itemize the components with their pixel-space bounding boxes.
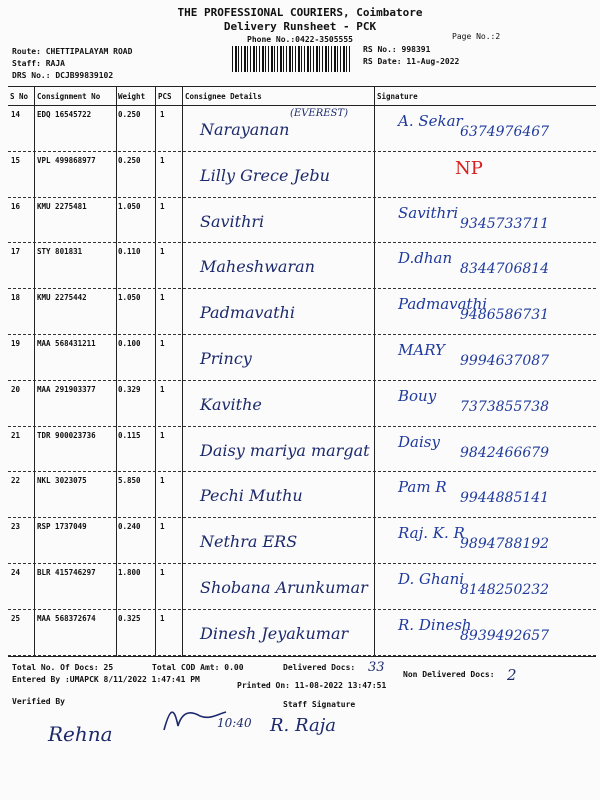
- row-consignment-no: BLR 415746297: [37, 568, 96, 577]
- row-separator: [8, 197, 596, 198]
- row-pcs: 1: [160, 613, 165, 623]
- row-sno: 20: [11, 384, 21, 394]
- row-sno: 19: [11, 339, 21, 348]
- row-signature-phone: 6374976467: [460, 124, 550, 140]
- row-consignee-name: Daisy mariya margat: [200, 440, 370, 460]
- row-pcs: 1: [160, 339, 165, 348]
- row-sno: 23: [11, 522, 21, 532]
- row-separator: [8, 334, 596, 335]
- total-cod: Total COD Amt: 0.00: [152, 663, 244, 672]
- col-divider: [116, 86, 117, 656]
- route: Route: CHETTIPALAYAM ROAD: [12, 47, 133, 56]
- row-consignee-name: Nethra ERS: [200, 532, 298, 552]
- row-consignee-note: (EVEREST): [290, 108, 348, 119]
- row-signature: D. Ghani: [398, 570, 465, 588]
- row-signature-phone: 8148250232: [460, 582, 550, 598]
- row-weight: 1.050: [118, 201, 141, 211]
- row-pcs: 1: [160, 476, 165, 486]
- row-signature: Raj. K. R: [398, 524, 465, 543]
- row-weight: 0.250: [118, 110, 141, 119]
- row-consignee-name: Shobana Arunkumar: [200, 578, 368, 597]
- row-separator: [8, 655, 596, 656]
- rs-date: RS Date: 11-Aug-2022: [363, 57, 460, 66]
- column-header-signature: Signature: [377, 92, 418, 101]
- row-separator: [8, 471, 596, 472]
- row-consignment-no: VPL 499868977: [37, 155, 96, 165]
- row-separator: [8, 426, 596, 427]
- entered-by: Entered By :UMAPCK 8/11/2022 1:47:41 PM: [12, 675, 200, 684]
- row-signature: Bouy: [398, 386, 437, 405]
- column-header-sno: S No: [10, 92, 29, 101]
- row-signature: A. Sekar: [398, 112, 463, 130]
- row-sno: 21: [11, 430, 21, 440]
- row-separator: [8, 242, 596, 243]
- row-pcs: 1: [160, 384, 165, 394]
- row-weight: 0.325: [118, 613, 141, 623]
- phone-number: Phone No.:0422-3505555: [247, 35, 353, 44]
- row-pcs: 1: [160, 155, 165, 165]
- row-separator: [8, 380, 596, 381]
- row-signature: Pam R: [398, 478, 447, 497]
- row-consignee-name: Kavithe: [200, 394, 262, 414]
- row-separator: [8, 517, 596, 518]
- time-note: 10:40: [217, 716, 252, 730]
- column-header-weight: Weight: [118, 92, 146, 101]
- row-consignment-no: MAA 291903377: [37, 384, 96, 394]
- row-pcs: 1: [160, 201, 165, 211]
- row-consignment-no: STY 801831: [37, 247, 83, 257]
- row-weight: 0.240: [118, 522, 141, 532]
- table-bottom-rule: [8, 656, 596, 657]
- row-weight: 0.329: [118, 384, 141, 394]
- barcode: [232, 46, 350, 72]
- row-sno: 14: [11, 110, 21, 119]
- col-divider: [34, 86, 35, 656]
- table-top-rule: [8, 86, 596, 87]
- verified-by-label: Verified By: [12, 697, 65, 706]
- row-separator: [8, 563, 596, 564]
- row-consignment-no: KMU 2275442: [37, 293, 87, 303]
- row-signature: Padmavathi: [398, 295, 488, 314]
- drs-number: DRS No.: DCJB99839102: [12, 71, 114, 80]
- row-consignee-name: Padmavathi: [200, 303, 295, 323]
- col-divider: [155, 86, 156, 656]
- row-consignment-no: EDQ 16545722: [37, 110, 92, 119]
- row-signature-phone: 9894788192: [460, 536, 550, 553]
- row-pcs: 1: [160, 522, 165, 532]
- document-title: Delivery Runsheet - PCK: [223, 20, 377, 33]
- row-weight: 5.850: [118, 476, 141, 486]
- row-pcs: 1: [160, 430, 165, 440]
- col-divider: [374, 86, 375, 656]
- row-weight: 1.050: [118, 293, 141, 303]
- row-consignment-no: MAA 568372674: [37, 613, 96, 623]
- row-signature-phone: 8939492657: [460, 627, 550, 644]
- row-consignment-no: NKL 3023075: [37, 476, 87, 486]
- row-signature: Savithri: [398, 203, 459, 222]
- row-signature-phone: 9486586731: [460, 307, 550, 324]
- row-consignee-name: Maheshwaran: [200, 257, 315, 277]
- row-separator: [8, 151, 596, 152]
- row-signature-phone: 9994637087: [460, 353, 550, 369]
- row-signature: MARY: [398, 341, 445, 359]
- row-sno: 22: [11, 476, 21, 486]
- row-sno: 25: [11, 613, 21, 623]
- row-consignment-no: MAA 568431211: [37, 339, 96, 348]
- row-consignee-name: Narayanan: [200, 120, 290, 139]
- row-sno: 15: [11, 155, 21, 165]
- non-delivered-docs-value: 2: [507, 666, 517, 684]
- staff-signature-label: Staff Signature: [283, 700, 356, 709]
- row-weight: 0.110: [118, 247, 141, 257]
- row-sno: 16: [11, 201, 21, 211]
- total-docs: Total No. Of Docs: 25: [12, 663, 114, 672]
- row-pcs: 1: [160, 247, 165, 257]
- row-consignee-name: Princy: [200, 349, 252, 368]
- row-signature-phone: 9842466679: [460, 444, 550, 461]
- row-separator: [8, 288, 596, 289]
- printed-on: Printed On: 11-08-2022 13:47:51: [237, 681, 387, 690]
- row-sno: 18: [11, 293, 21, 303]
- delivered-docs-label: Delivered Docs:: [283, 663, 356, 672]
- staff-signature: R. Raja: [270, 715, 337, 736]
- row-consignee-name: Lilly Grece Jebu: [200, 165, 330, 185]
- row-sno: 24: [11, 568, 21, 577]
- row-pcs: 1: [160, 293, 165, 303]
- row-consignee-name: Savithri: [200, 211, 265, 231]
- row-pcs: 1: [160, 568, 165, 577]
- row-sno: 17: [11, 247, 21, 257]
- page-number: Page No.:2: [452, 32, 501, 41]
- column-header-consignee: Consignee Details: [185, 92, 262, 101]
- row-signature: NP: [455, 157, 483, 179]
- row-signature-phone: 9944885141: [460, 490, 550, 507]
- row-consignment-no: KMU 2275481: [37, 201, 87, 211]
- row-consignee-name: Pechi Muthu: [200, 486, 303, 506]
- row-consignment-no: TDR 900023736: [37, 430, 96, 440]
- column-header-consignment: Consignment No: [37, 92, 101, 101]
- row-weight: 0.115: [118, 430, 141, 440]
- row-signature: D.dhan: [398, 249, 453, 268]
- row-consignee-name: Dinesh Jeyakumar: [200, 623, 349, 643]
- row-weight: 0.250: [118, 155, 141, 165]
- row-weight: 1.800: [118, 568, 141, 577]
- row-weight: 0.100: [118, 339, 141, 348]
- staff-name: Staff: RAJA: [12, 59, 65, 68]
- non-delivered-docs-label: Non Delivered Docs:: [403, 670, 495, 679]
- table-header-rule: [8, 105, 596, 106]
- row-signature: R. Dinesh: [398, 615, 472, 634]
- row-signature-phone: 9345733711: [460, 215, 550, 232]
- row-pcs: 1: [160, 110, 165, 119]
- verifier-signature: Rehna: [48, 722, 113, 746]
- company-name: THE PROFESSIONAL COURIERS, Coimbatore: [177, 6, 423, 19]
- row-signature-phone: 8344706814: [460, 261, 550, 278]
- row-separator: [8, 609, 596, 610]
- delivered-docs-value: 33: [368, 660, 385, 675]
- row-signature-phone: 7373855738: [460, 398, 550, 415]
- column-header-pcs: PCS: [158, 92, 172, 101]
- row-consignment-no: RSP 1737049: [37, 522, 87, 532]
- rs-number: RS No.: 998391: [363, 45, 431, 54]
- row-signature: Daisy: [398, 432, 440, 451]
- col-divider: [182, 86, 183, 656]
